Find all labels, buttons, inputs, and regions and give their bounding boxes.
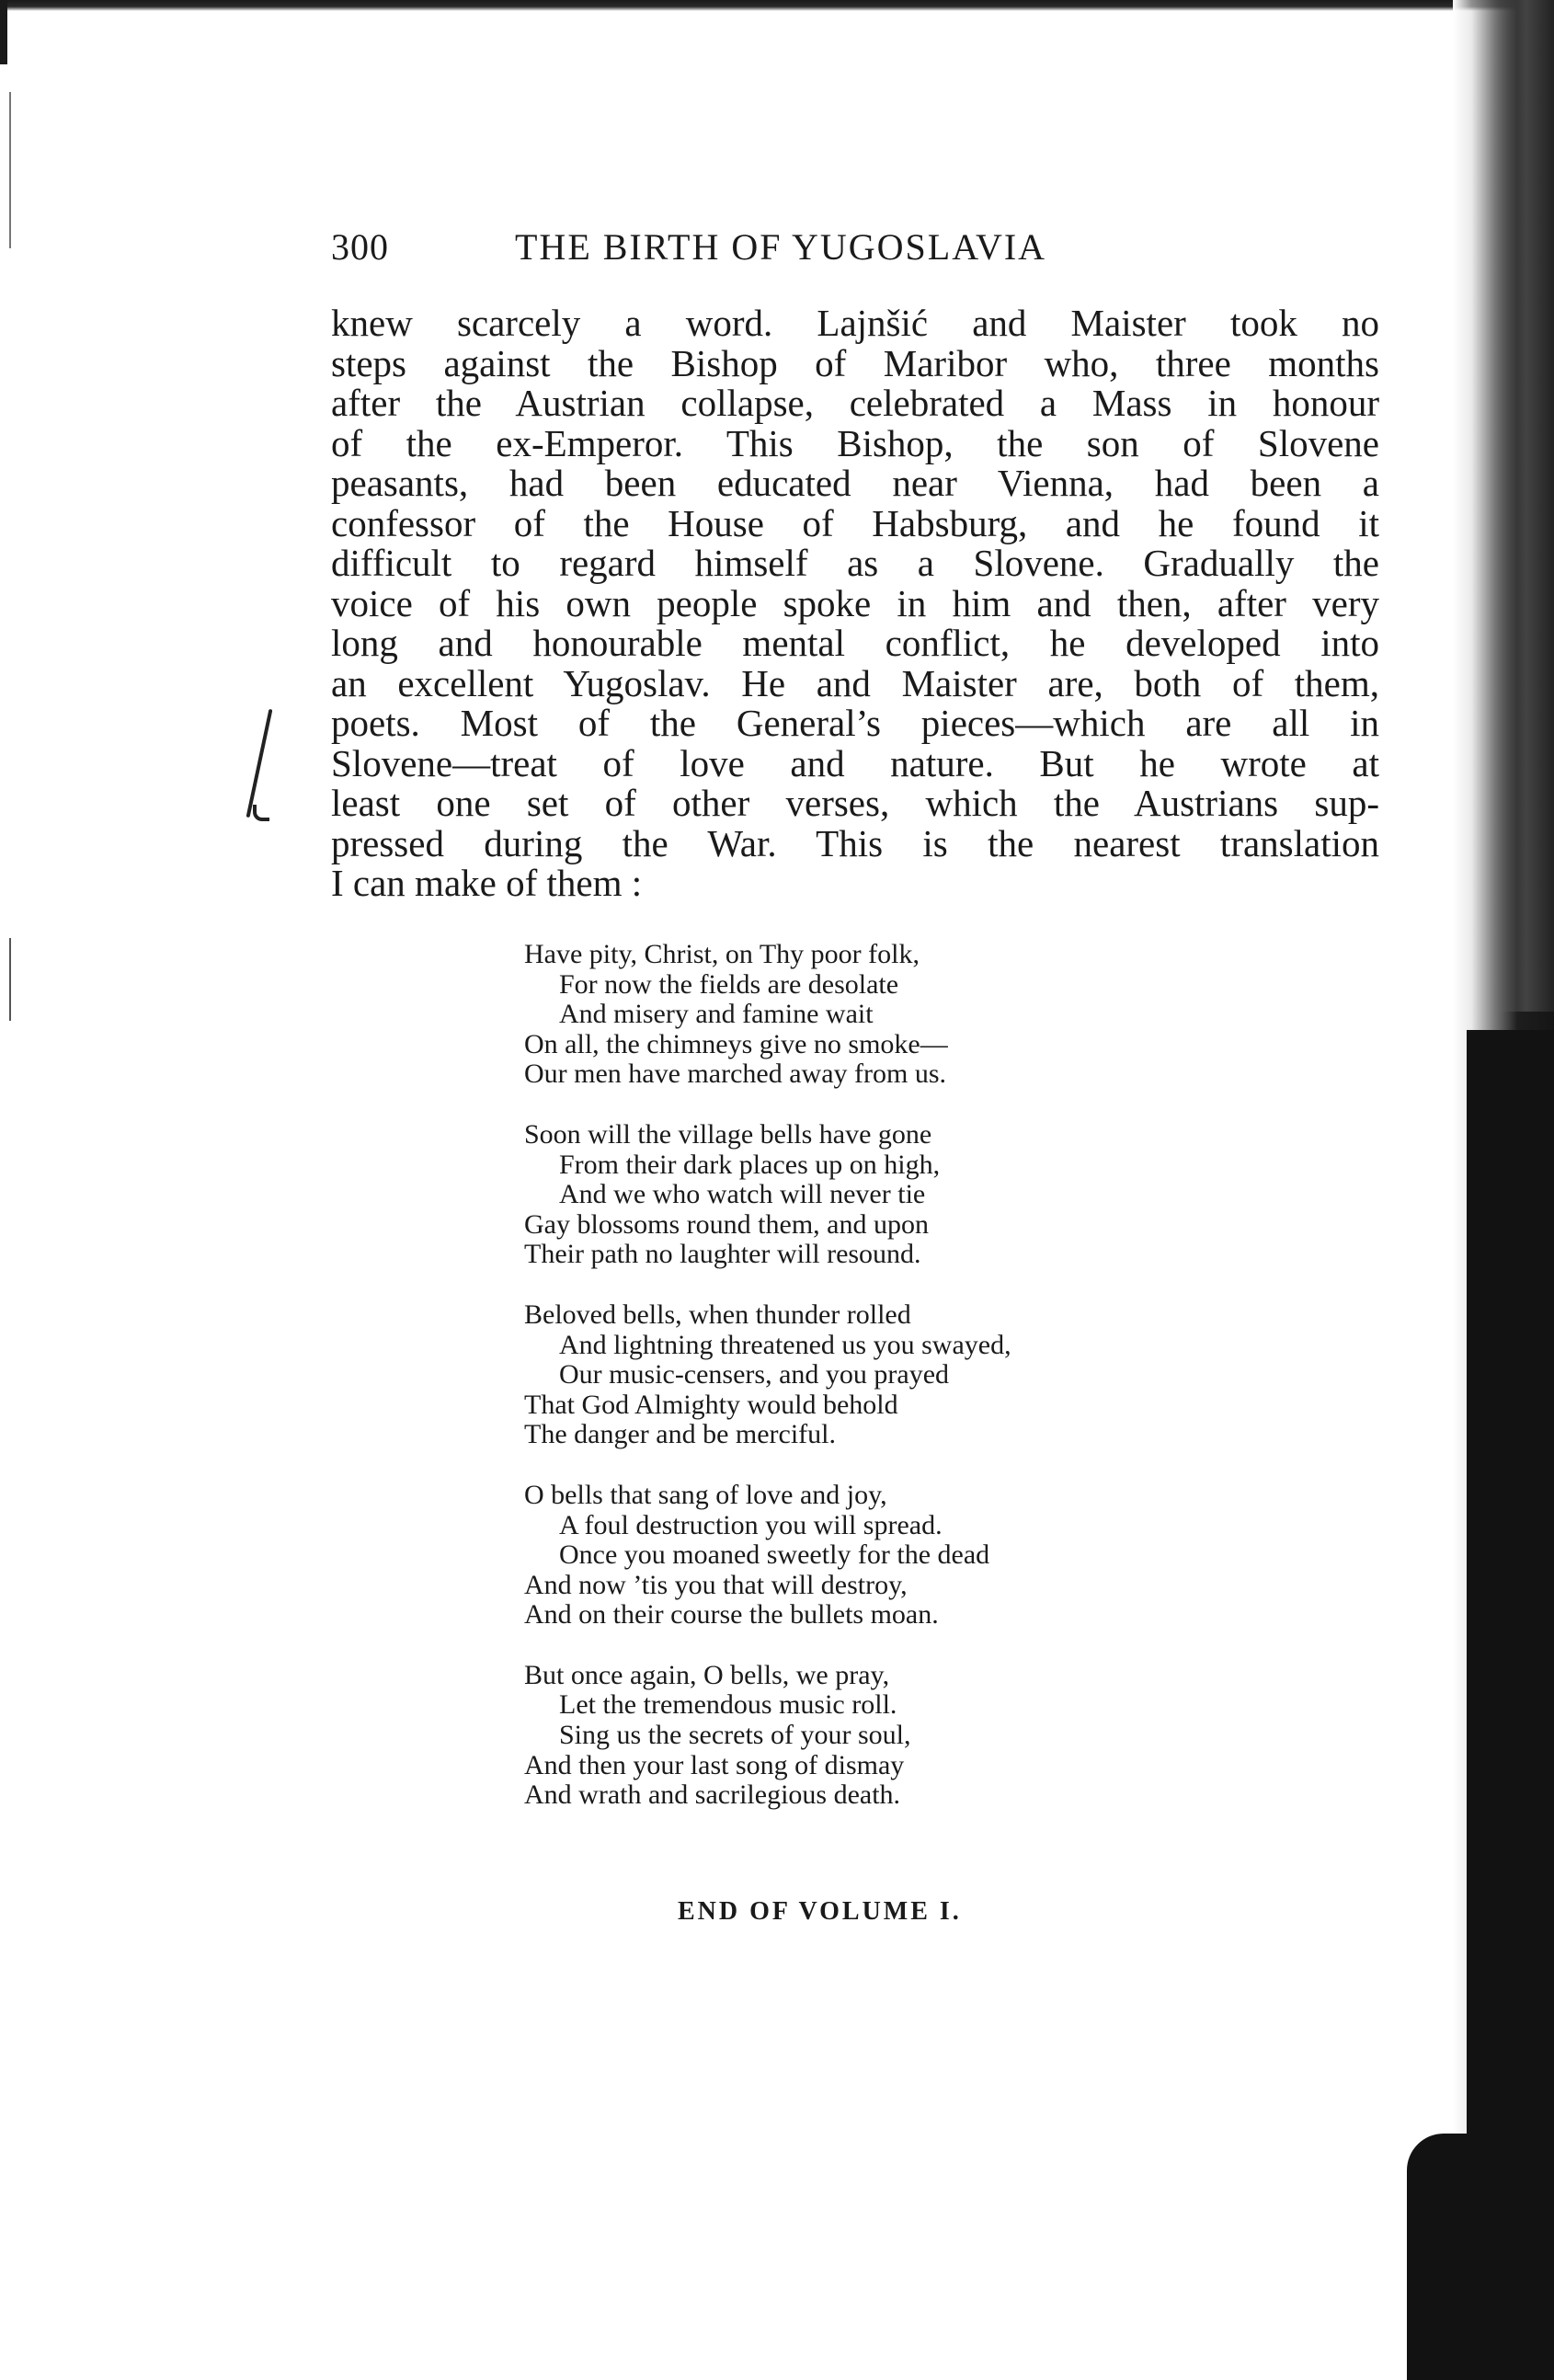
prose-line: pressed during the War. This is the nearest translation [331, 821, 1379, 864]
prose-line: I can make of them : [331, 862, 643, 904]
prose-line: after the Austrian collapse, celebrated a Mass in honour [331, 382, 1379, 424]
verse-line: Sing us the secrets of your soul, [559, 1720, 911, 1751]
verse-line: Once you moaned sweetly for the dead [559, 1539, 990, 1571]
verse-line: Let the tremendous music roll. [559, 1689, 897, 1721]
prose-line: voice of his own people spoke in him and then, after very [331, 581, 1379, 624]
prose-line: an excellent Yugoslav. He and Maister are, both of them, [331, 661, 1379, 704]
verse-line: And on their course the bullets moan. [524, 1599, 939, 1631]
scan-edge-top [0, 0, 1554, 11]
verse-line: A foul destruction you will spread. [559, 1509, 943, 1540]
poem-stanza [524, 1481, 1241, 1631]
prose-line: confessor of the House of Habsburg, and he found it [331, 501, 1379, 544]
verse-line: That God Almighty would behold [524, 1389, 898, 1420]
verse-line: Our men have marched away from us. [524, 1058, 946, 1090]
poem-stanza [524, 1120, 1241, 1270]
verse-line: And we who watch will never tie [559, 1179, 926, 1210]
poem-stanza [524, 1661, 1241, 1811]
prose-line: poets. Most of the General’s pieces—which are all in [331, 702, 1379, 744]
margin-pencil-mark [246, 709, 273, 818]
prose-line: steps against the Bishop of Maribor who, three months [331, 341, 1379, 384]
verse-line: And now ’tis you that will destroy, [524, 1569, 908, 1600]
prose-line: difficult to regard himself as a Slovene. Gradually the [331, 542, 1379, 584]
margin-pencil-hook [253, 805, 269, 821]
page-number: 300 [331, 226, 389, 268]
verse-line: But once again, O bells, we pray, [524, 1659, 890, 1690]
prose-line: least one set of other verses, which the Austrians sup- [331, 782, 1379, 824]
running-head [331, 225, 1177, 271]
prose-line: knew scarcely a word. Lajnšić and Maister took no [331, 302, 1379, 344]
verse-line: Beloved bells, when thunder rolled [524, 1299, 911, 1330]
scan-mark-left-lower [9, 938, 11, 1021]
verse-line: The danger and be merciful. [524, 1419, 837, 1450]
prose-line: Slovene—treat of love and nature. But he wrote at [331, 741, 1379, 784]
poem-stanza [524, 940, 1241, 1090]
verse-line: And lightning threatened us you swayed, [559, 1329, 1011, 1360]
poem-stanza [524, 1300, 1241, 1450]
verse-line: For now the fields are desolate [559, 968, 899, 1000]
verse-line: O bells that sang of love and joy, [524, 1479, 887, 1510]
scan-shadow-bottom-right [1407, 2134, 1554, 2380]
verse-line: Soon will the village bells have gone [524, 1118, 932, 1150]
scan-edge-right-shade [1499, 0, 1554, 1012]
verse-line: Gay blossoms round them, and upon [524, 1208, 929, 1240]
verse-line: Have pity, Christ, on Thy poor folk, [524, 939, 920, 969]
verse-line: And then your last song of dismay [524, 1749, 905, 1780]
verse-line: Our music-censers, and you prayed [559, 1359, 950, 1390]
scan-mark-left [9, 92, 11, 248]
verse-line: And wrath and sacrilegious death. [524, 1779, 901, 1811]
book-title: THE BIRTH OF YUGOSLAVIA [515, 226, 1047, 268]
verse-line: And misery and famine wait [559, 999, 874, 1030]
verse-line: On all, the chimneys give no smoke— [524, 1028, 948, 1059]
prose-line: of the ex-Emperor. This Bishop, the son of Slovene [331, 421, 1379, 464]
prose-line: peasants, had been educated near Vienna, had been a [331, 462, 1379, 504]
prose-paragraph [331, 303, 1379, 904]
verse-line: From their dark places up on high, [559, 1149, 941, 1180]
scan-edge-corner [0, 0, 7, 64]
poem [524, 940, 1241, 1841]
end-of-volume-note: END OF VOLUME I. [678, 1897, 962, 1926]
prose-line: long and honourable mental conflict, he developed into [331, 622, 1379, 664]
verse-line: Their path no laughter will resound. [524, 1239, 921, 1270]
scan-shadow-right [1467, 1030, 1554, 2134]
